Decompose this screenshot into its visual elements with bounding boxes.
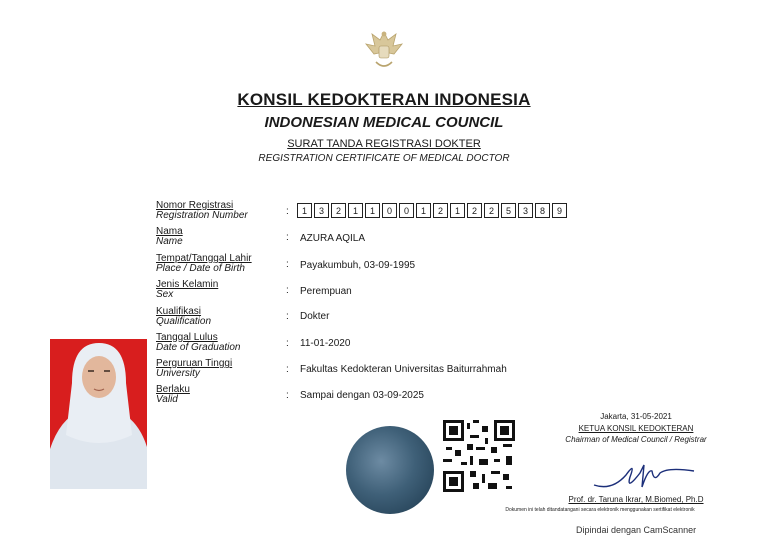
graduation-label-en: Date of Graduation <box>156 342 241 353</box>
registration-digit: 0 <box>399 203 414 218</box>
registration-digit: 3 <box>314 203 329 218</box>
colon: : <box>286 364 289 375</box>
registration-label-en: Registration Number <box>156 210 248 221</box>
valid-value: Sampai dengan 03-09-2025 <box>300 390 424 401</box>
qualification-label <box>156 307 211 327</box>
birth-value: Payakumbuh, 03-09-1995 <box>300 260 416 271</box>
colon: : <box>286 285 289 296</box>
subtitle-indonesian-text: SURAT TANDA REGISTRASI DOKTER <box>287 138 481 150</box>
holder-photo <box>50 339 147 489</box>
name-label <box>156 227 183 247</box>
registration-digit: 8 <box>535 203 550 218</box>
sex-value: Perempuan <box>300 286 352 297</box>
title-english: INDONESIAN MEDICAL COUNCIL <box>264 114 504 131</box>
title-indonesian: KONSIL KEDOKTERAN INDONESIA <box>237 90 531 109</box>
valid-label <box>156 385 190 405</box>
e-signature-note: Dokumen ini telah ditandatangani secara elektronik menggunakan sertifikat elektronik <box>505 507 695 513</box>
registration-digit: 1 <box>416 203 431 218</box>
colon: : <box>286 311 289 322</box>
birth-label-id: Tempat/Tanggal Lahir <box>156 253 252 264</box>
council-seal <box>346 426 434 514</box>
graduation-label-id: Tanggal Lulus <box>156 332 218 343</box>
university-label-id: Perguruan Tinggi <box>156 358 233 369</box>
sex-label-en: Sex <box>156 289 174 300</box>
registration-digit: 1 <box>297 203 312 218</box>
colon: : <box>286 338 289 349</box>
signer-name: Prof. dr. Taruna Ikrar, M.Biomed, Ph.D <box>568 495 704 504</box>
name-value: AZURA AQILA <box>300 233 366 244</box>
birth-label-en: Place / Date of Birth <box>156 263 245 274</box>
university-label <box>156 359 232 379</box>
graduation-value: 11-01-2020 <box>300 338 351 349</box>
colon: : <box>286 206 289 217</box>
signature-icon <box>590 447 700 495</box>
birth-label <box>156 254 252 274</box>
registration-digit: 2 <box>467 203 482 218</box>
university-value: Fakultas Kedokteran Universitas Baiturrahmah <box>300 364 507 375</box>
colon: : <box>286 232 289 243</box>
graduation-label <box>156 333 241 353</box>
colon: : <box>286 259 289 270</box>
valid-label-id: Berlaku <box>156 384 190 395</box>
registration-digit: 1 <box>365 203 380 218</box>
subtitle-english: REGISTRATION CERTIFICATE OF MEDICAL DOCTOR <box>258 153 510 164</box>
qualification-label-id: Kualifikasi <box>156 306 202 317</box>
signer-title-id: KETUA KONSIL KEDOKTERAN <box>578 424 694 433</box>
registration-digit: 0 <box>382 203 397 218</box>
sex-label-id: Jenis Kelamin <box>156 279 219 290</box>
registration-number-boxes <box>297 203 569 218</box>
name-label-id: Nama <box>156 226 183 237</box>
registration-label <box>156 201 248 221</box>
registration-digit: 3 <box>518 203 533 218</box>
registration-digit: 9 <box>552 203 567 218</box>
registration-digit: 2 <box>484 203 499 218</box>
colon: : <box>286 390 289 401</box>
registration-label-id: Nomor Registrasi <box>156 200 234 211</box>
sex-label <box>156 280 218 300</box>
qualification-value: Dokter <box>300 311 330 322</box>
signer-title-en: Chairman of Medical Council / Registrar <box>565 435 707 444</box>
name-label-en: Name <box>156 236 183 247</box>
university-label-en: University <box>156 368 200 379</box>
sign-place-date: Jakarta, 31-05-2021 <box>600 412 672 421</box>
registration-digit: 1 <box>348 203 363 218</box>
qr-code <box>443 420 515 492</box>
registration-digit: 1 <box>450 203 465 218</box>
garuda-emblem-icon <box>362 26 406 72</box>
subtitle-indonesian <box>0 138 768 150</box>
camscanner-watermark: Dipindai dengan CamScanner <box>576 525 697 535</box>
valid-label-en: Valid <box>156 394 178 405</box>
registration-digit: 5 <box>501 203 516 218</box>
registration-digit: 2 <box>433 203 448 218</box>
registration-digit: 2 <box>331 203 346 218</box>
qualification-label-en: Qualification <box>156 316 212 327</box>
